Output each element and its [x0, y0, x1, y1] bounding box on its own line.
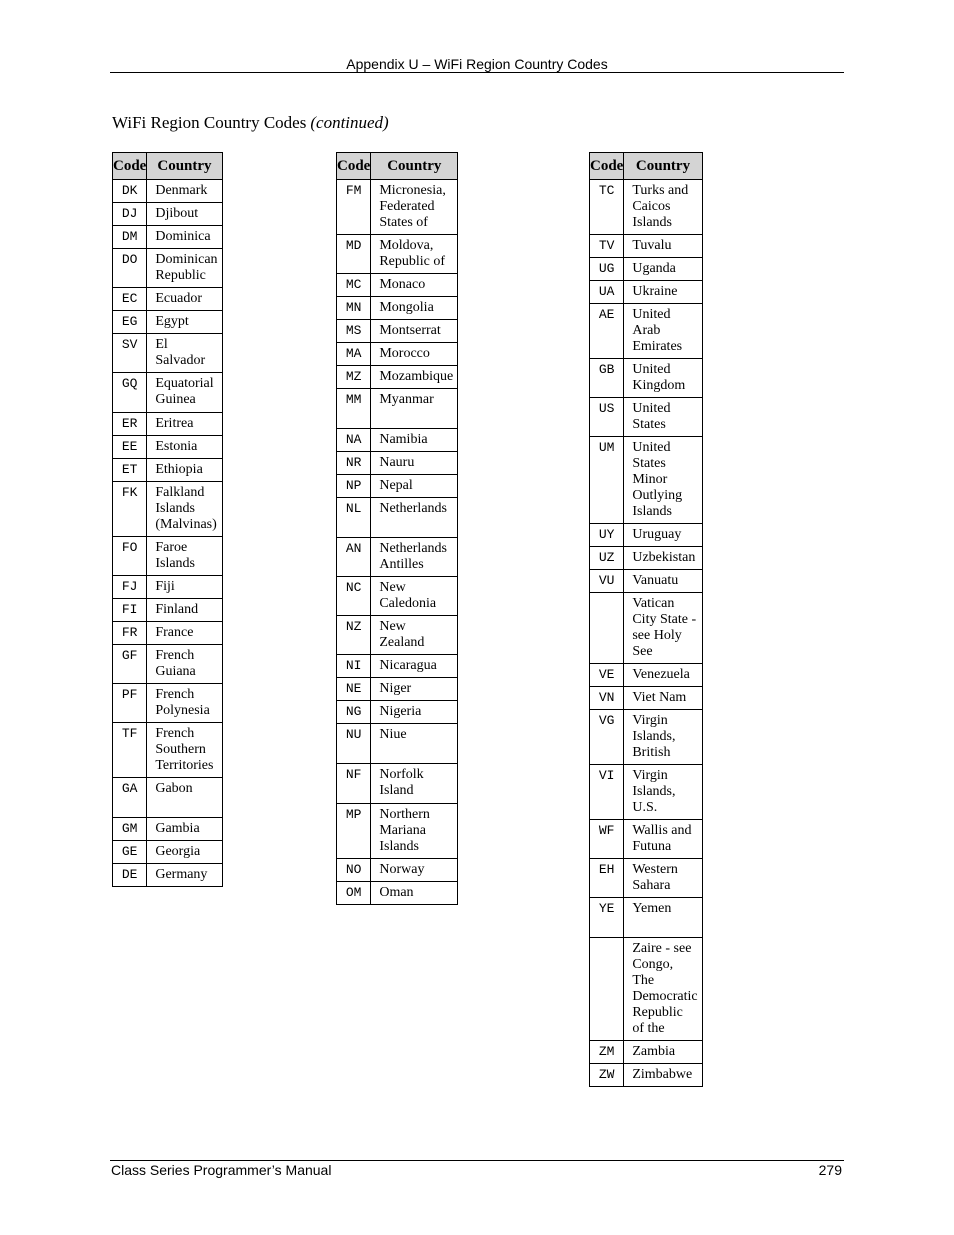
country-code-cell: VI — [590, 765, 624, 820]
country-code-cell: FM — [337, 180, 371, 235]
country-code-cell: MS — [337, 320, 371, 343]
country-column-header: Country — [624, 153, 702, 180]
country-code-cell: SV — [113, 334, 147, 373]
country-name-cell: Finland — [147, 599, 222, 622]
country-name-cell: Dominica — [147, 226, 222, 249]
table-row — [113, 334, 223, 373]
table-row — [113, 180, 223, 203]
table-row — [337, 274, 458, 297]
table-row — [337, 882, 458, 905]
code-column-header: Code — [113, 153, 147, 180]
country-name-cell: Viet Nam — [624, 687, 702, 710]
country-code-cell: NI — [337, 655, 371, 678]
table-row — [337, 297, 458, 320]
country-code-cell: US — [590, 398, 624, 437]
country-name-cell: Norway — [371, 859, 458, 882]
country-code-cell: FO — [113, 537, 147, 576]
country-name-cell: Western Sahara — [624, 859, 702, 898]
country-name-cell: Faroe Islands — [147, 537, 222, 576]
country-name-cell: Eritrea — [147, 413, 222, 436]
country-name-cell: Turks and Caicos Islands — [624, 180, 702, 235]
table-row — [590, 1064, 703, 1087]
table-header-row — [113, 153, 223, 180]
country-code-cell: FR — [113, 622, 147, 645]
table-row — [113, 864, 223, 887]
table-row — [113, 818, 223, 841]
country-code-cell: GE — [113, 841, 147, 864]
country-name-cell: Zambia — [624, 1041, 702, 1064]
table-row — [113, 436, 223, 459]
country-name-cell: Gabon — [147, 778, 222, 818]
country-name-cell: Moldova, Republic of — [371, 235, 458, 274]
country-name-cell: Venezuela — [624, 664, 702, 687]
country-code-cell: MZ — [337, 366, 371, 389]
country-name-cell: Germany — [147, 864, 222, 887]
table-row — [337, 475, 458, 498]
country-name-cell: Djibout — [147, 203, 222, 226]
table-row — [590, 258, 703, 281]
table-row — [337, 180, 458, 235]
country-code-cell — [590, 593, 624, 664]
country-code-cell: GQ — [113, 373, 147, 413]
table-row — [590, 938, 703, 1041]
country-name-cell: Norfolk Island — [371, 764, 458, 804]
country-code-cell: MD — [337, 235, 371, 274]
table-row — [590, 687, 703, 710]
section-title — [112, 113, 389, 133]
country-name-cell: Namibia — [371, 429, 458, 452]
country-name-cell: Netherlands Antilles — [371, 538, 458, 577]
country-name-cell: Nigeria — [371, 701, 458, 724]
country-code-cell: FK — [113, 482, 147, 537]
table-row — [113, 311, 223, 334]
table-row — [590, 765, 703, 820]
table-row — [113, 645, 223, 684]
country-name-cell: Estonia — [147, 436, 222, 459]
country-code-cell: OM — [337, 882, 371, 905]
country-code-cell: MC — [337, 274, 371, 297]
country-name-cell: Nauru — [371, 452, 458, 475]
country-column-header: Country — [371, 153, 458, 180]
table-row — [337, 389, 458, 429]
table-row — [113, 413, 223, 436]
table-row — [113, 482, 223, 537]
table-row — [590, 859, 703, 898]
table-row — [113, 373, 223, 413]
table-row — [337, 804, 458, 859]
section-title-text: WiFi Region Country Codes — [112, 113, 307, 132]
country-name-cell: Niue — [371, 724, 458, 764]
table-row — [337, 366, 458, 389]
country-code-cell: NA — [337, 429, 371, 452]
country-name-cell: Nepal — [371, 475, 458, 498]
country-code-cell: NZ — [337, 616, 371, 655]
country-name-cell: Northern Mariana Islands — [371, 804, 458, 859]
table-row — [590, 304, 703, 359]
country-name-cell: Monaco — [371, 274, 458, 297]
table-row — [590, 437, 703, 524]
table-row — [590, 664, 703, 687]
country-name-cell: Morocco — [371, 343, 458, 366]
country-name-cell: United Arab Emirates — [624, 304, 702, 359]
country-name-cell: Gambia — [147, 818, 222, 841]
table-row — [590, 820, 703, 859]
table-row — [337, 452, 458, 475]
table-row — [590, 180, 703, 235]
table-row — [113, 203, 223, 226]
country-code-cell: UM — [590, 437, 624, 524]
table-header-row — [337, 153, 458, 180]
country-name-cell: Niger — [371, 678, 458, 701]
country-name-cell: United Kingdom — [624, 359, 702, 398]
country-code-cell: DO — [113, 249, 147, 288]
country-name-cell: United States — [624, 398, 702, 437]
table-row — [113, 576, 223, 599]
country-name-cell: Falkland Islands (Malvinas) — [147, 482, 222, 537]
country-code-cell: NG — [337, 701, 371, 724]
country-code-cell: PF — [113, 684, 147, 723]
country-code-cell: FI — [113, 599, 147, 622]
country-code-cell: DJ — [113, 203, 147, 226]
country-code-cell: ZW — [590, 1064, 624, 1087]
code-column-header: Code — [590, 153, 624, 180]
section-title-continued: (continued) — [310, 113, 389, 132]
table-header-row — [590, 153, 703, 180]
country-code-cell: VN — [590, 687, 624, 710]
footer-manual-title: Class Series Programmer’s Manual — [111, 1162, 332, 1178]
country-code-cell: NU — [337, 724, 371, 764]
table-row — [337, 343, 458, 366]
country-code-cell: ZM — [590, 1041, 624, 1064]
code-column-header: Code — [337, 153, 371, 180]
country-code-cell: EC — [113, 288, 147, 311]
table-row — [590, 524, 703, 547]
country-code-cell: EE — [113, 436, 147, 459]
country-name-cell: New Caledonia — [371, 577, 458, 616]
country-name-cell: Denmark — [147, 180, 222, 203]
country-name-cell: Mozambique — [371, 366, 458, 389]
country-code-cell: MP — [337, 804, 371, 859]
country-name-cell: France — [147, 622, 222, 645]
country-name-cell: French Polynesia — [147, 684, 222, 723]
table-row — [113, 288, 223, 311]
page-header: Appendix U – WiFi Region Country Codes — [346, 56, 608, 72]
country-code-cell: UY — [590, 524, 624, 547]
country-name-cell: Uruguay — [624, 524, 702, 547]
table-row — [113, 249, 223, 288]
country-name-cell: Yemen — [624, 898, 702, 938]
country-code-cell: UZ — [590, 547, 624, 570]
country-code-cell: AN — [337, 538, 371, 577]
country-name-cell: Vanuatu — [624, 570, 702, 593]
country-code-cell: GF — [113, 645, 147, 684]
country-code-cell: VG — [590, 710, 624, 765]
country-code-cell: NE — [337, 678, 371, 701]
table-row — [590, 710, 703, 765]
table-row — [113, 841, 223, 864]
country-code-cell: UA — [590, 281, 624, 304]
table-row — [590, 593, 703, 664]
country-code-cell: MA — [337, 343, 371, 366]
country-name-cell: Vatican City State - see Holy See — [624, 593, 702, 664]
table-row — [113, 723, 223, 778]
country-code-table-2 — [336, 152, 458, 905]
table-row — [590, 281, 703, 304]
country-code-cell: MN — [337, 297, 371, 320]
country-column-header: Country — [147, 153, 222, 180]
country-name-cell: Georgia — [147, 841, 222, 864]
footer-rule — [110, 1160, 844, 1161]
table-row — [590, 398, 703, 437]
country-code-cell: NL — [337, 498, 371, 538]
country-name-cell: Uganda — [624, 258, 702, 281]
table-row — [113, 537, 223, 576]
table-row — [337, 577, 458, 616]
table-row — [337, 235, 458, 274]
table-row — [337, 538, 458, 577]
country-name-cell: Nicaragua — [371, 655, 458, 678]
page-number: 279 — [818, 1162, 842, 1178]
country-code-cell: NP — [337, 475, 371, 498]
country-name-cell: Fiji — [147, 576, 222, 599]
country-name-cell: Montserrat — [371, 320, 458, 343]
country-code-cell: DK — [113, 180, 147, 203]
country-code-table-3 — [589, 152, 703, 1087]
table-row — [113, 622, 223, 645]
country-code-cell: NC — [337, 577, 371, 616]
table-row — [113, 684, 223, 723]
country-code-cell: VE — [590, 664, 624, 687]
country-code-cell — [590, 938, 624, 1041]
country-code-cell: EH — [590, 859, 624, 898]
country-name-cell: Egypt — [147, 311, 222, 334]
country-name-cell: Virgin Islands, U.S. — [624, 765, 702, 820]
table-row — [590, 1041, 703, 1064]
country-name-cell: Ukraine — [624, 281, 702, 304]
table-row — [113, 226, 223, 249]
table-row — [337, 320, 458, 343]
table-row — [590, 898, 703, 938]
table-row — [337, 498, 458, 538]
table-row — [337, 655, 458, 678]
table-row — [590, 570, 703, 593]
country-code-cell: EG — [113, 311, 147, 334]
table-row — [337, 859, 458, 882]
country-name-cell: Myanmar — [371, 389, 458, 429]
country-code-cell: TV — [590, 235, 624, 258]
country-name-cell: Dominican Republic — [147, 249, 222, 288]
table-row — [337, 429, 458, 452]
country-code-cell: YE — [590, 898, 624, 938]
table-row — [590, 547, 703, 570]
country-code-cell: NO — [337, 859, 371, 882]
country-code-cell: GA — [113, 778, 147, 818]
country-code-cell: NF — [337, 764, 371, 804]
country-name-cell: Zaire - see Congo, The Democratic Republic of the — [624, 938, 702, 1041]
country-name-cell: Ecuador — [147, 288, 222, 311]
country-name-cell: Tuvalu — [624, 235, 702, 258]
country-code-cell: AE — [590, 304, 624, 359]
country-code-cell: NR — [337, 452, 371, 475]
country-name-cell: French Southern Territories — [147, 723, 222, 778]
table-row — [337, 724, 458, 764]
country-name-cell: Ethiopia — [147, 459, 222, 482]
country-name-cell: United States Minor Outlying Islands — [624, 437, 702, 524]
country-code-cell: TF — [113, 723, 147, 778]
country-code-cell: VU — [590, 570, 624, 593]
country-name-cell: Oman — [371, 882, 458, 905]
table-row — [113, 459, 223, 482]
country-code-cell: DM — [113, 226, 147, 249]
country-code-cell: WF — [590, 820, 624, 859]
country-name-cell: El Salvador — [147, 334, 222, 373]
table-row — [590, 359, 703, 398]
country-name-cell: Micronesia, Federated States of — [371, 180, 458, 235]
country-code-cell: GB — [590, 359, 624, 398]
country-name-cell: Equatorial Guinea — [147, 373, 222, 413]
table-row — [337, 678, 458, 701]
country-code-cell: ER — [113, 413, 147, 436]
country-name-cell: Mongolia — [371, 297, 458, 320]
country-code-cell: FJ — [113, 576, 147, 599]
country-name-cell: Zimbabwe — [624, 1064, 702, 1087]
country-name-cell: New Zealand — [371, 616, 458, 655]
table-row — [337, 764, 458, 804]
country-code-table-1 — [112, 152, 223, 887]
country-code-cell: UG — [590, 258, 624, 281]
country-name-cell: Netherlands — [371, 498, 458, 538]
table-row — [113, 778, 223, 818]
country-code-cell: MM — [337, 389, 371, 429]
table-row — [337, 701, 458, 724]
country-name-cell: Uzbekistan — [624, 547, 702, 570]
country-name-cell: French Guiana — [147, 645, 222, 684]
table-row — [113, 599, 223, 622]
country-code-cell: DE — [113, 864, 147, 887]
country-code-cell: GM — [113, 818, 147, 841]
header-rule — [110, 72, 844, 73]
country-name-cell: Wallis and Futuna — [624, 820, 702, 859]
table-row — [590, 235, 703, 258]
country-code-cell: ET — [113, 459, 147, 482]
table-row — [337, 616, 458, 655]
country-name-cell: Virgin Islands, British — [624, 710, 702, 765]
country-code-cell: TC — [590, 180, 624, 235]
